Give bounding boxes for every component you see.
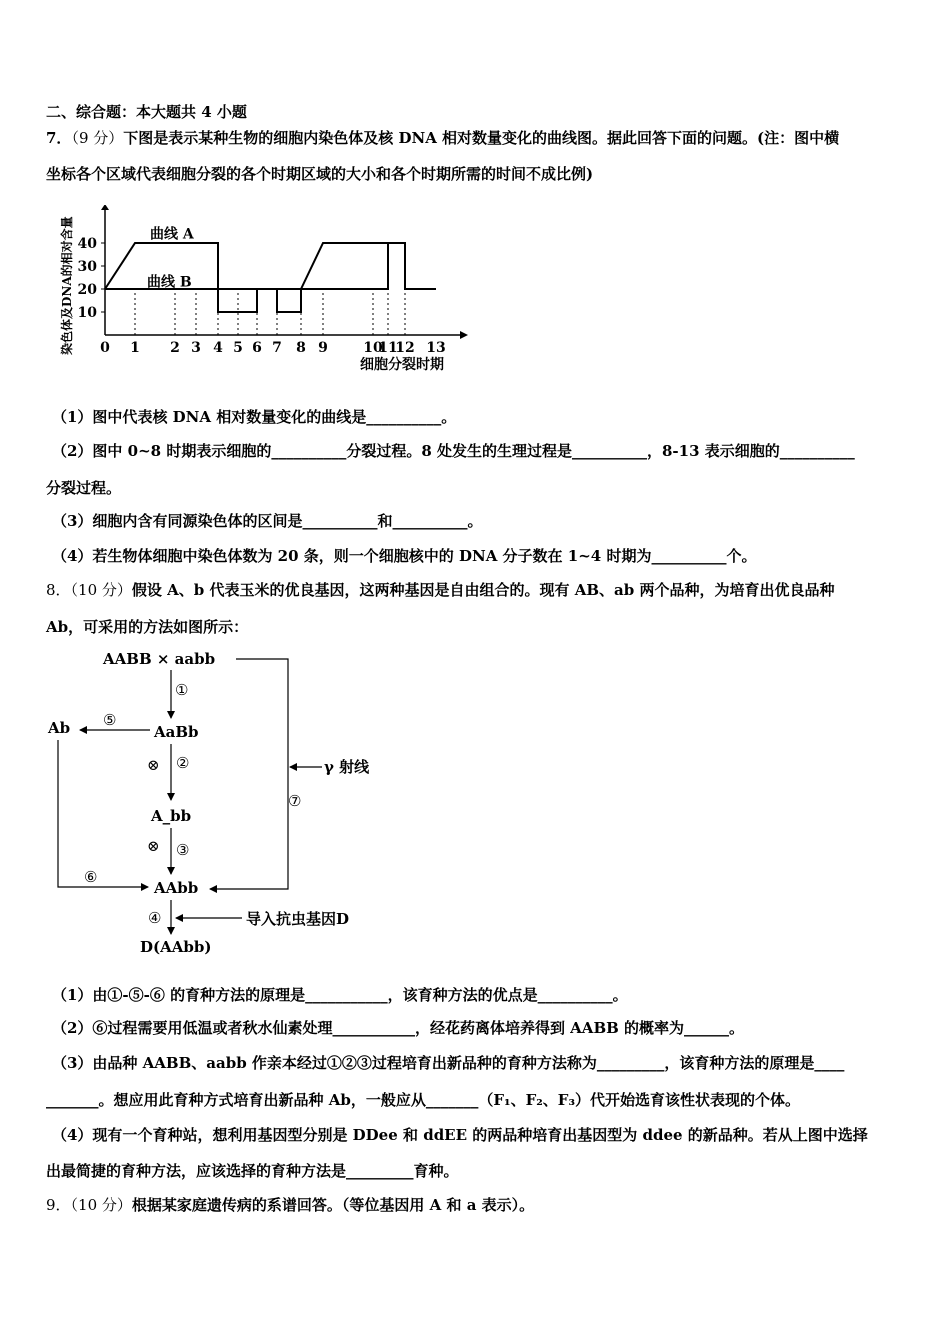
q9-stem-line bbox=[46, 1195, 908, 1215]
diagram-f1: AaBb bbox=[154, 723, 199, 741]
q9-stem: 根据某家庭遗传病的系谱回答。（等位基因用 A 和 a 表示）。 bbox=[131, 1196, 535, 1214]
y-tick-label: 20 bbox=[77, 282, 97, 298]
x-tick-label: 12 bbox=[395, 340, 415, 356]
q7-stem-1: 下图是表示某种生物的细胞内染色体及核 DNA 相对数量变化的曲线图。据此回答下面的问题。(注：图中横 bbox=[123, 129, 840, 147]
diagram-result: D(AAbb) bbox=[140, 938, 212, 956]
y-axis-arrow bbox=[101, 205, 109, 210]
diagram-step-3: ③ bbox=[176, 841, 190, 859]
q7-sub-1: （1）图中代表核 DNA 相对数量变化的曲线是__________。 bbox=[52, 408, 457, 426]
y-tick-label: 40 bbox=[77, 236, 97, 252]
q8-stem-1: 假设 A、b 代表玉米的优良基因，这两种基因是自由组合的。现有 AB、ab 两个品种，为培育出优良品种 bbox=[131, 581, 835, 599]
diagram-step-7: ⑦ bbox=[288, 792, 302, 810]
x-axis-arrow bbox=[460, 331, 468, 339]
q7-stem-line-2: 坐标各个区域代表细胞分裂的各个时期区域的大小和各个时期所需的时间不成比例) bbox=[46, 165, 594, 183]
q8-sub-2: （2）⑥过程需要用低温或者秋水仙素处理___________，经花药离体培养得到 AABB 的概率为______。 bbox=[52, 1019, 745, 1037]
q7-sub-3: （3）细胞内含有同源染色体的区间是__________和__________。 bbox=[52, 512, 483, 530]
x-tick-label: 3 bbox=[191, 340, 201, 356]
x-tick-label: 6 bbox=[252, 340, 262, 356]
x-tick-label: 5 bbox=[233, 340, 243, 356]
diagram-step-1: ① bbox=[175, 681, 189, 699]
q8-breeding-diagram bbox=[0, 640, 420, 970]
x-tick-label: 10 bbox=[363, 340, 383, 356]
diagram-import-gene-label: 导入抗虫基因D bbox=[246, 910, 350, 928]
q7-sub-2a: （2）图中 0~8 时期表示细胞的__________分裂过程。8 处发生的生理过程是__________，8-13 表示细胞的__________ bbox=[52, 442, 855, 460]
diagram-step-2: ② bbox=[176, 754, 190, 772]
diagram-step-4: ④ bbox=[148, 909, 162, 927]
diagram-selfcross-1: ⊗ bbox=[147, 756, 160, 774]
diagram-step-6: ⑥ bbox=[84, 868, 98, 886]
x-tick-label: 9 bbox=[318, 340, 328, 356]
diagram-step-5: ⑤ bbox=[103, 711, 117, 729]
q8-sub-3a: （3）由品种 AABB、aabb 作亲本经过①②③过程培育出新品种的育种方法称为_________，该育种方法的原理是____ bbox=[52, 1054, 845, 1072]
q8-number: 8． bbox=[46, 581, 71, 599]
diagram-gamma-label: γ 射线 bbox=[324, 758, 370, 776]
q8-stem-line-2: Ab，可采用的方法如图所示： bbox=[46, 618, 249, 636]
diagram-f3: AAbb bbox=[154, 879, 199, 897]
x-tick-label: 4 bbox=[213, 340, 223, 356]
x-tick-label: 1 bbox=[130, 340, 140, 356]
q8-sub-1: （1）由①-⑤-⑥ 的育种方法的原理是___________，该育种方法的优点是__________。 bbox=[52, 986, 628, 1004]
q7-chart bbox=[55, 205, 475, 380]
x-tick-label: 7 bbox=[272, 340, 282, 356]
diagram-parents: AABB × aabb bbox=[103, 650, 216, 668]
section-heading: 二、综合题：本大题共 4 小题 bbox=[46, 103, 247, 121]
diagram-f2: A_bb bbox=[151, 807, 192, 825]
y-tick-label: 10 bbox=[77, 305, 97, 321]
series-label-b: 曲线 B bbox=[147, 274, 192, 291]
q8-stem-line-1 bbox=[46, 580, 908, 600]
q9-number: 9． bbox=[46, 1196, 71, 1214]
q7-sub-4: （4）若生物体细胞中染色体数为 20 条，则一个细胞核中的 DNA 分子数在 1~4 时期为__________个。 bbox=[52, 547, 757, 565]
q8-score: （10 分） bbox=[70, 581, 132, 599]
q8-sub-3b: _______。想应用此育种方式培育出新品种 Ab，一般应从_______（F₁、F₂、F₃）代开始选育该性状表现的个体。 bbox=[46, 1091, 801, 1109]
q7-stem-line-1 bbox=[46, 128, 908, 148]
x-tick-label: 13 bbox=[426, 340, 446, 356]
q7-sub-2b: 分裂过程。 bbox=[46, 479, 122, 497]
q9-score: （10 分） bbox=[70, 1196, 132, 1214]
q8-sub-4b: 出最简捷的育种方法，应该选择的育种方法是_________育种。 bbox=[46, 1162, 459, 1180]
x-axis-label: 细胞分裂时期 bbox=[360, 357, 444, 373]
y-axis-label: 染色体及DNA的相对含量 bbox=[60, 216, 74, 355]
y-tick-label: 30 bbox=[77, 259, 97, 275]
x-tick-label: 8 bbox=[296, 340, 306, 356]
x-tick-label: 2 bbox=[170, 340, 180, 356]
diagram-ab: Ab bbox=[48, 719, 71, 737]
series-label-a: 曲线 A bbox=[150, 226, 194, 243]
q7-number: 7． bbox=[46, 129, 72, 147]
q8-sub-4a: （4）现有一个育种站，想利用基因型分别是 DDee 和 ddEE 的两品种培育出基因型为 ddee 的新品种。若从上图中选择 bbox=[52, 1126, 868, 1144]
q7-score: （9 分） bbox=[71, 129, 124, 147]
diagram-selfcross-2: ⊗ bbox=[147, 837, 160, 855]
x-tick-label: 0 bbox=[100, 340, 110, 356]
x-tick-label: 11 bbox=[378, 340, 398, 356]
